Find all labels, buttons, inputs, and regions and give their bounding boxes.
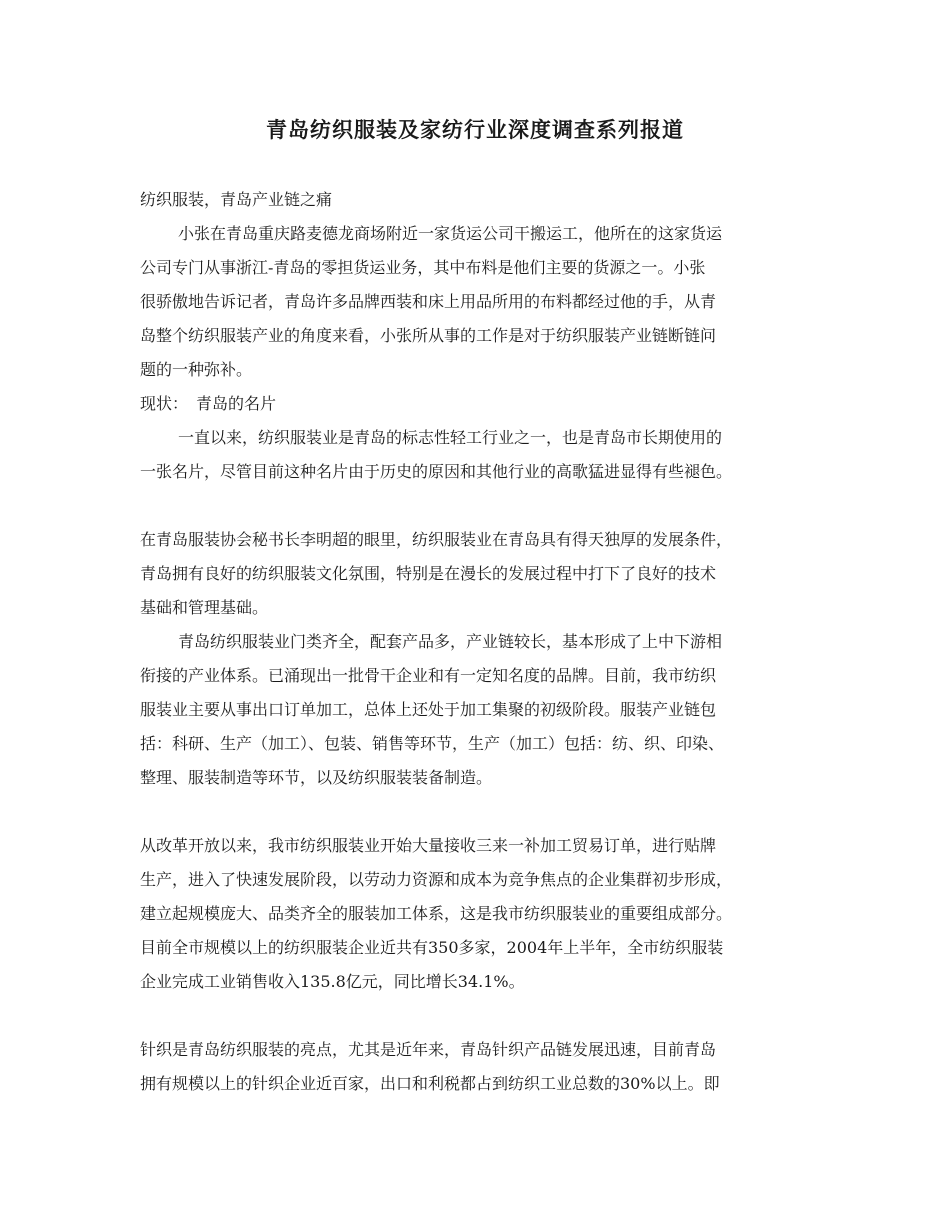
paragraph-line: 在青岛服装协会秘书长李明超的眼里，纺织服装业在青岛具有得天独厚的发展条件， [140, 530, 733, 549]
paragraph-line: 题的一种弥补。 [140, 360, 253, 379]
paragraph-gap [140, 795, 840, 829]
paragraph-line: 青岛纺织服装业门类齐全，配套产品多，产业链较长，基本形成了上中下游相 [178, 632, 723, 651]
document-title: 青岛纺织服装及家纺行业深度调查系列报道 [266, 117, 684, 142]
paragraph-line: 小张在青岛重庆路麦德龙商场附近一家货运公司干搬运工，他所在的这家货运 [178, 224, 723, 243]
section-heading: 现状： 青岛的名片 [140, 394, 277, 413]
paragraph-line: 基础和管理基础。 [140, 598, 269, 617]
paragraph-line: 一直以来，纺织服装业是青岛的标志性轻工行业之一，也是青岛市长期使用的 [178, 428, 723, 447]
paragraph-line: 服装业主要从事出口订单加工，总体上还处于加工集聚的初级阶段。服装产业链包 [140, 700, 717, 719]
paragraph-line: 整理、服装制造等环节，以及纺织服装装备制造。 [140, 768, 493, 787]
section-heading: 纺织服装，青岛产业链之痛 [140, 190, 333, 209]
paragraph-line: 衔接的产业体系。已涌现出一批骨干企业和有一定知名度的品牌。目前，我市纺织 [140, 666, 717, 685]
paragraph-gap [140, 489, 840, 523]
paragraph-line: 公司专门从事浙江-青岛的零担货运业务，其中布料是他们主要的货源之一。小张 [140, 258, 706, 277]
document-body [140, 183, 840, 1101]
paragraph-line: 针织是青岛纺织服装的亮点，尤其是近年来，青岛针织产品链发展迅速，目前青岛 [140, 1040, 717, 1059]
paragraph-line: 一张名片，尽管目前这种名片由于历史的原因和其他行业的高歌猛进显得有些褪色。 [140, 462, 733, 481]
paragraph-line: 括：科研、生产（加工）、包装、销售等环节，生产（加工）包括：纺、织、印染、 [140, 734, 725, 753]
paragraph-gap [140, 999, 840, 1033]
paragraph-line: 建立起规模庞大、品类齐全的服装加工体系，这是我市纺织服装业的重要组成部分。 [140, 904, 733, 923]
paragraph-line: 岛整个纺织服装产业的角度来看，小张所从事的工作是对于纺织服装产业链断链问 [140, 326, 717, 345]
paragraph-line: 目前全市规模以上的纺织服装企业近共有350多家，2004年上半年，全市纺织服装 [140, 938, 724, 957]
paragraph-line: 企业完成工业销售收入135.8亿元，同比增长34.1%。 [140, 972, 525, 991]
paragraph-line: 生产，进入了快速发展阶段，以劳动力资源和成本为竞争焦点的企业集群初步形成， [140, 870, 733, 889]
paragraph-line: 拥有规模以上的针织企业近百家，出口和利税都占到纺织工业总数的30%以上。即 [140, 1074, 720, 1093]
paragraph-line: 很骄傲地告诉记者，青岛许多品牌西装和床上用品所用的布料都经过他的手，从青 [140, 292, 717, 311]
paragraph-line: 青岛拥有良好的纺织服装文化氛围，特别是在漫长的发展过程中打下了良好的技术 [140, 564, 717, 583]
paragraph-line: 从改革开放以来，我市纺织服装业开始大量接收三来一补加工贸易订单，进行贴牌 [140, 836, 717, 855]
